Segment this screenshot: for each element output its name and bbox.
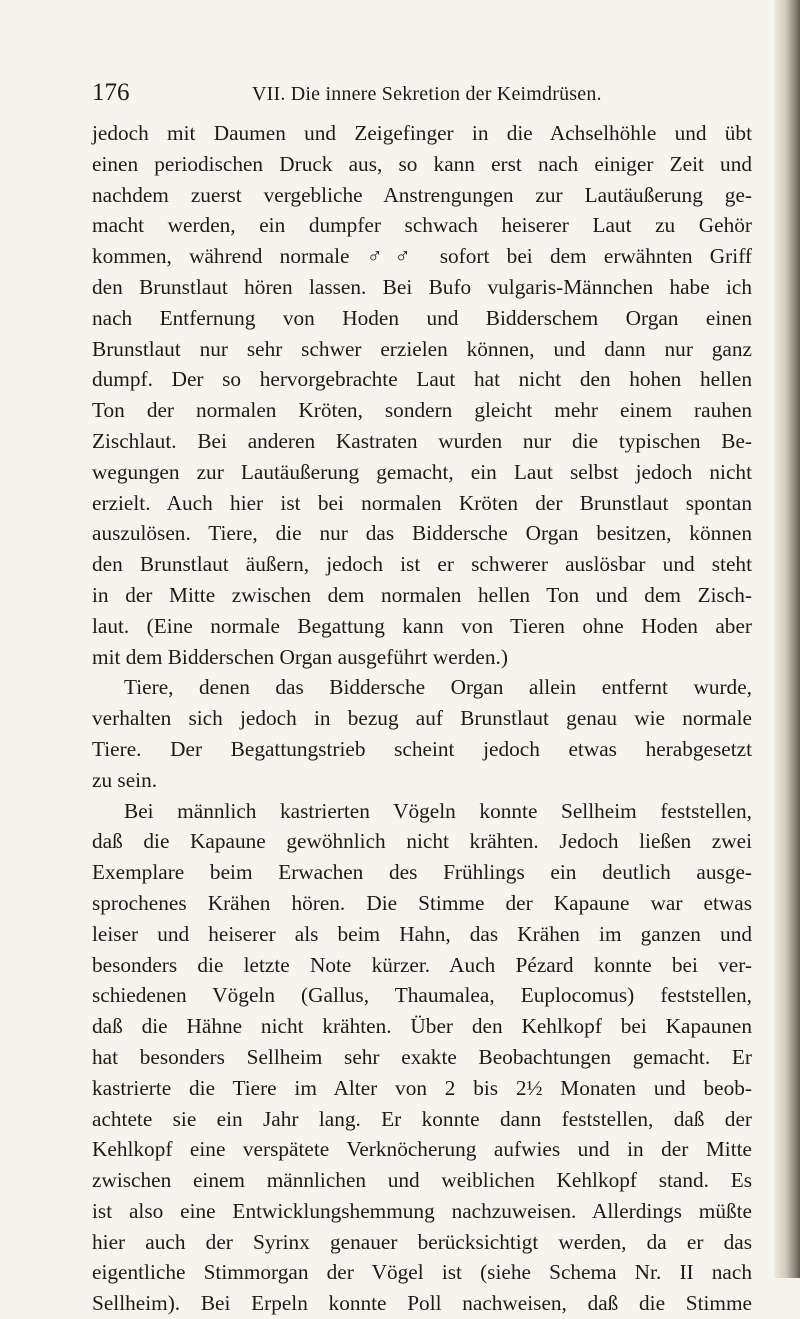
text-line: daß die Hähne nicht krähten. Über den Kehlkopf bei Kapaunen	[92, 1014, 752, 1039]
page-number: 176	[92, 79, 130, 106]
text-line: Brunstlaut nur sehr schwer erzielen können, und dann nur ganz	[92, 336, 752, 361]
running-head: VII. Die innere Sekretion der Keimdrüsen.	[252, 83, 602, 105]
text-line: Bei männlich kastrierten Vögeln konnte Sellheim feststellen,	[124, 798, 752, 823]
text-line: mit dem Bidderschen Organ ausgeführt werden.)	[92, 644, 508, 669]
text-line: verhalten sich jedoch in bezug auf Brunstlaut genau wie normale	[92, 706, 752, 731]
text-line: Kehlkopf eine verspätete Verknöcherung aufwies und in der Mitte	[92, 1137, 752, 1162]
text-line: zwischen einem männlichen und weiblichen Kehlkopf stand. Es	[92, 1168, 752, 1193]
text-line: erzielt. Auch hier ist bei normalen Kröten der Brunstlaut spontan	[92, 490, 752, 515]
text-line: Tiere. Der Begattungstrieb scheint jedoch etwas herabgesetzt	[92, 736, 752, 761]
text-line: den Brunstlaut hören lassen. Bei Bufo vulgaris-Männchen habe ich	[92, 274, 752, 299]
text-line: hier auch der Syrinx genauer berücksichtigt werden, da er das	[92, 1229, 752, 1254]
text-line: laut. (Eine normale Begattung kann von Tieren ohne Hoden aber	[92, 613, 752, 638]
text-line: auszulösen. Tiere, die nur das Biddersche Organ besitzen, können	[92, 521, 752, 546]
text-line: hat besonders Sellheim sehr exakte Beobachtungen gemacht. Er	[92, 1044, 752, 1069]
text-line: einen periodischen Druck aus, so kann erst nach einiger Zeit und	[92, 151, 752, 176]
text-line: leiser und heiserer als beim Hahn, das Krähen im ganzen und	[92, 921, 752, 946]
text-line: besonders die letzte Note kürzer. Auch Pézard konnte bei ver-	[92, 952, 752, 977]
text-line: nach Entfernung von Hoden und Bidderschem Organ einen	[92, 305, 752, 330]
text-line: Zischlaut. Bei anderen Kastraten wurden nur die typischen Be-	[92, 428, 752, 453]
text-line: Sellheim). Bei Erpeln konnte Poll nachweisen, daß die Stimme	[92, 1291, 752, 1316]
text-line: schiedenen Vögeln (Gallus, Thaumalea, Euplocomus) feststellen,	[92, 983, 752, 1008]
text-line: daß die Kapaune gewöhnlich nicht krähten. Jedoch ließen zwei	[92, 829, 752, 854]
text-line: dumpf. Der so hervorgebrachte Laut hat nicht den hohen hellen	[92, 367, 752, 392]
page-edge-shadow	[774, 0, 800, 1278]
text-line: ist also eine Entwicklungshemmung nachzuweisen. Allerdings müßte	[92, 1198, 752, 1223]
text-line: kastrierte die Tiere im Alter von 2 bis 2½ Monaten und beob-	[92, 1075, 752, 1100]
text-line: nachdem zuerst vergebliche Anstrengungen zur Lautäußerung ge-	[92, 182, 752, 207]
text-line: wegungen zur Lautäußerung gemacht, ein Laut selbst jedoch nicht	[92, 459, 752, 484]
text-line: eigentliche Stimmorgan der Vögel ist (siehe Schema Nr. II nach	[92, 1260, 752, 1285]
text-line: zu sein.	[92, 767, 158, 792]
text-line: in der Mitte zwischen dem normalen hellen Ton und dem Zisch-	[92, 582, 752, 607]
text-line: Tiere, denen das Biddersche Organ allein entfernt wurde,	[124, 675, 752, 700]
text-line: Ton der normalen Kröten, sondern gleicht mehr einem rauhen	[92, 398, 752, 423]
page-header	[92, 79, 752, 113]
text-line: den Brunstlaut äußern, jedoch ist er schwerer auslösbar und steht	[92, 552, 752, 577]
text-line: achtete sie ein Jahr lang. Er konnte dann feststellen, daß der	[92, 1106, 752, 1131]
text-line: jedoch mit Daumen und Zeigefinger in die Achselhöhle und übt	[92, 121, 752, 145]
text-line: sprochenes Krähen hören. Die Stimme der Kapaune war etwas	[92, 890, 752, 915]
body-text	[92, 118, 752, 1319]
text-line: Exemplare beim Erwachen des Frühlings ein deutlich ausge-	[92, 860, 752, 885]
text-line: kommen, während normale ♂♂ sofort bei dem erwähnten Griff	[92, 244, 752, 269]
text-line: macht werden, ein dumpfer schwach heiserer Laut zu Gehör	[92, 213, 752, 238]
